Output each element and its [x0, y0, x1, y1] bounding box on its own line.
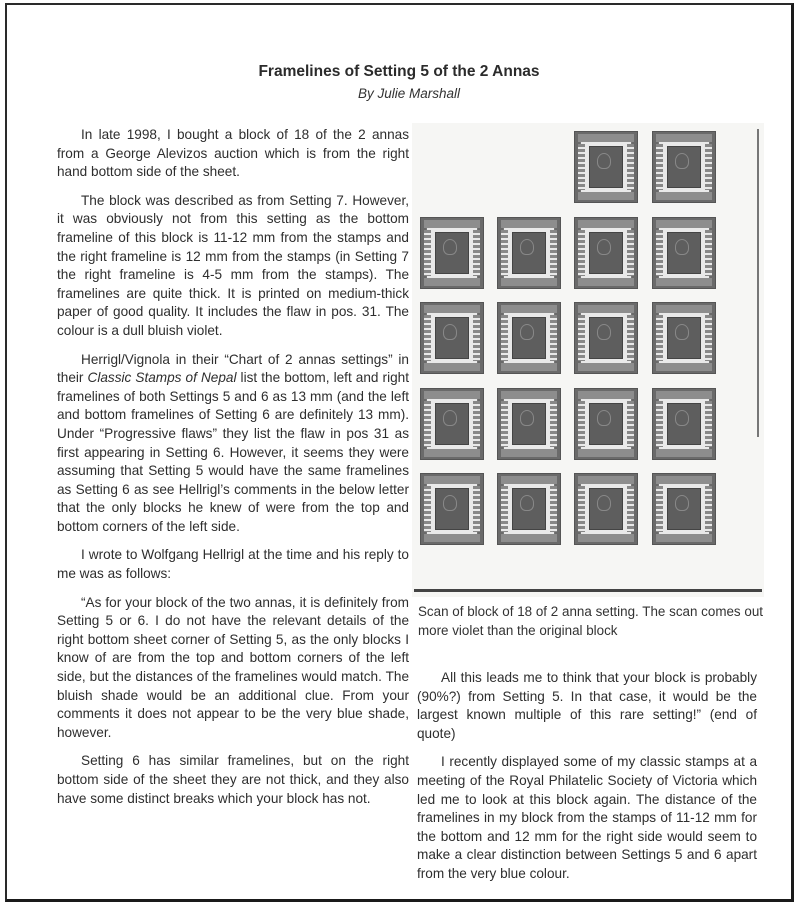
text-run: list the bottom, left and right framelines of both Settings 5 and 6 as 13 mm (and the left and bottom framelines of Setting 6 are definitely 13 mm). Under “Progressive flaws” they list the flaw in pos 31 as first appearing in Setting 6. However, it seems they were assuming that Setting 5 would have the same framelines as Setting 6 as see Hellrigl’s comments in the below letter that the only blocks he knew of were from the top and bottom corners of the left side.	[57, 370, 410, 534]
stamp-center	[512, 403, 546, 445]
stamp-topbar	[578, 305, 634, 313]
stamp-botbar	[656, 449, 712, 457]
stamp-side-r	[550, 401, 557, 447]
stamp-topbar	[656, 476, 712, 484]
stamp-center	[512, 317, 546, 359]
stamp-topbar	[424, 391, 480, 399]
stamp-side-r	[627, 486, 634, 532]
paragraph-quote: All this leads me to think that your block is probably (90%?) from Setting 5. In that case, it would be the largest known multiple of this rare setting!” (end of quote)	[417, 670, 757, 741]
paragraph: In late 1998, I bought a block of 18 of the 2 annas from a George Alevizos auction which is from the right hand bottom side of the sheet.	[57, 127, 409, 180]
stamp-topbar	[501, 476, 557, 484]
stamp-botbar	[656, 192, 712, 200]
stamp-side-l	[424, 230, 431, 276]
stamp	[652, 131, 716, 203]
stamp-side-r	[627, 230, 634, 276]
stamp	[652, 388, 716, 460]
left-column	[57, 126, 409, 818]
stamp-block-scan	[412, 123, 764, 597]
stamp-center	[589, 232, 623, 274]
article-byline: By Julie Marshall	[357, 86, 461, 101]
stamp-side-l	[578, 486, 585, 532]
stamp-botbar	[578, 278, 634, 286]
stamp	[652, 217, 716, 289]
stamp-side-l	[501, 315, 508, 361]
stamp-side-r	[473, 315, 480, 361]
stamp-side-l	[424, 486, 431, 532]
stamp-topbar	[424, 476, 480, 484]
stamp-botbar	[656, 534, 712, 542]
stamp-side-r	[705, 486, 712, 532]
stamp-botbar	[578, 449, 634, 457]
stamp-topbar	[578, 391, 634, 399]
stamp-botbar	[424, 449, 480, 457]
stamp-side-l	[501, 401, 508, 447]
stamp-botbar	[501, 449, 557, 457]
stamp-side-r	[550, 315, 557, 361]
stamp-center	[667, 403, 701, 445]
stamp-botbar	[424, 363, 480, 371]
stamp-side-l	[656, 230, 663, 276]
stamp-botbar	[424, 534, 480, 542]
document-page	[5, 3, 794, 902]
stamp-side-r	[473, 486, 480, 532]
stamp-side-r	[550, 230, 557, 276]
stamp	[420, 302, 484, 374]
stamp-topbar	[424, 220, 480, 228]
stamp	[652, 302, 716, 374]
paragraph-quote: “As for your block of the two annas, it is definitely from Setting 5 or 6. I do not have the relevant details of the right bottom sheet corner of Setting 5, as the only blocks I know of are from the top and bottom corners of the left side, but the distances of the framelines would match. The bluish shade would be an additional clue. From your comments it does not appear to be the very blue shade, however.	[57, 594, 409, 740]
stamp-topbar	[656, 391, 712, 399]
stamp-side-r	[550, 486, 557, 532]
stamp-side-l	[578, 230, 585, 276]
stamp-center	[435, 317, 469, 359]
stamp-center	[435, 403, 469, 445]
stamp-side-r	[705, 230, 712, 276]
stamp-center	[667, 146, 701, 188]
stamp-side-r	[627, 144, 634, 190]
paragraph: I wrote to Wolfgang Hellrigl at the time and his reply to me was as follows:	[57, 547, 409, 582]
stamp-side-r	[705, 315, 712, 361]
article-title: Framelines of Setting 5 of the 2 Annas	[258, 63, 540, 80]
right-column	[417, 669, 757, 894]
paragraph-quote: Setting 6 has similar framelines, but on the right bottom side of the sheet they are not thick, and they also have some distinct breaks which your block has not.	[57, 753, 409, 806]
stamp-center	[435, 488, 469, 530]
stamp-side-l	[501, 230, 508, 276]
paragraph: The block was described as from Setting 7. However, it was obviously not from this setting as the bottom frameline of this block is 11-12 mm from the stamps and the right frameline is 12 mm from the stamps (in Setting 7 the right frameline is 4-5 mm from the stamps). The framelines are quite thick. It is printed on medium-thick paper of good quality. It includes the flaw in pos. 31. The colour is a dull bluish violet.	[57, 192, 409, 338]
stamp	[497, 388, 561, 460]
stamp-topbar	[501, 305, 557, 313]
stamp-side-r	[473, 401, 480, 447]
stamp	[574, 131, 638, 203]
stamp-center	[589, 317, 623, 359]
stamp-side-l	[656, 486, 663, 532]
stamp-topbar	[501, 220, 557, 228]
stamp-botbar	[424, 278, 480, 286]
stamp	[652, 473, 716, 545]
stamp	[420, 473, 484, 545]
stamp-center	[512, 488, 546, 530]
stamp-botbar	[501, 278, 557, 286]
stamp-topbar	[578, 476, 634, 484]
stamp-center	[589, 488, 623, 530]
stamp-botbar	[656, 363, 712, 371]
stamp-side-l	[424, 315, 431, 361]
stamp	[497, 217, 561, 289]
stamp-topbar	[501, 391, 557, 399]
stamp-side-l	[578, 144, 585, 190]
stamp-side-r	[473, 230, 480, 276]
stamp-botbar	[656, 278, 712, 286]
stamp-botbar	[578, 363, 634, 371]
stamp-side-l	[578, 401, 585, 447]
stamp	[574, 302, 638, 374]
paragraph: I recently displayed some of my classic stamps at a meeting of the Royal Philatelic Society of Victoria which led me to look at this block again. The distance of the framelines in my block from the stamps of 11-12 mm for the bottom and 12 mm for the right side would seem to make a clear distinction between Settings 5 and 6 apart from the very blue colour.	[417, 754, 757, 881]
text-run: Herrigl/Vignola in their “Chart of 2 annas settings” in their	[57, 351, 409, 386]
figure-caption: Scan of block of 18 of 2 anna setting. The scan comes out more violet than the original block	[418, 604, 763, 638]
stamp	[420, 388, 484, 460]
stamp-center	[667, 488, 701, 530]
stamp-center	[667, 232, 701, 274]
stamp-botbar	[501, 363, 557, 371]
stamp-topbar	[656, 305, 712, 313]
stamp-side-r	[705, 401, 712, 447]
stamp-center	[435, 232, 469, 274]
stamp	[574, 473, 638, 545]
stamp-side-r	[627, 315, 634, 361]
stamp-side-l	[656, 401, 663, 447]
stamp-side-l	[656, 144, 663, 190]
stamp-center	[589, 403, 623, 445]
stamp-topbar	[578, 134, 634, 142]
stamp	[420, 217, 484, 289]
stamp-botbar	[578, 534, 634, 542]
stamp-side-r	[705, 144, 712, 190]
paragraph-herrigl	[57, 351, 409, 537]
stamp	[497, 302, 561, 374]
stamp-side-l	[656, 315, 663, 361]
right-frameline	[757, 129, 759, 437]
stamp-center	[667, 317, 701, 359]
stamp-topbar	[656, 134, 712, 142]
stamp-topbar	[578, 220, 634, 228]
stamp-botbar	[578, 192, 634, 200]
stamp	[574, 388, 638, 460]
stamp-botbar	[501, 534, 557, 542]
book-title: Classic Stamps of Nepal	[87, 370, 237, 386]
stamp	[497, 473, 561, 545]
stamp-side-l	[578, 315, 585, 361]
stamp-side-l	[424, 401, 431, 447]
bottom-frameline	[414, 589, 762, 592]
stamp-topbar	[656, 220, 712, 228]
stamp-center	[512, 232, 546, 274]
stamp-side-l	[501, 486, 508, 532]
stamp-side-r	[627, 401, 634, 447]
stamp-center	[589, 146, 623, 188]
stamp-topbar	[424, 305, 480, 313]
stamp	[574, 217, 638, 289]
